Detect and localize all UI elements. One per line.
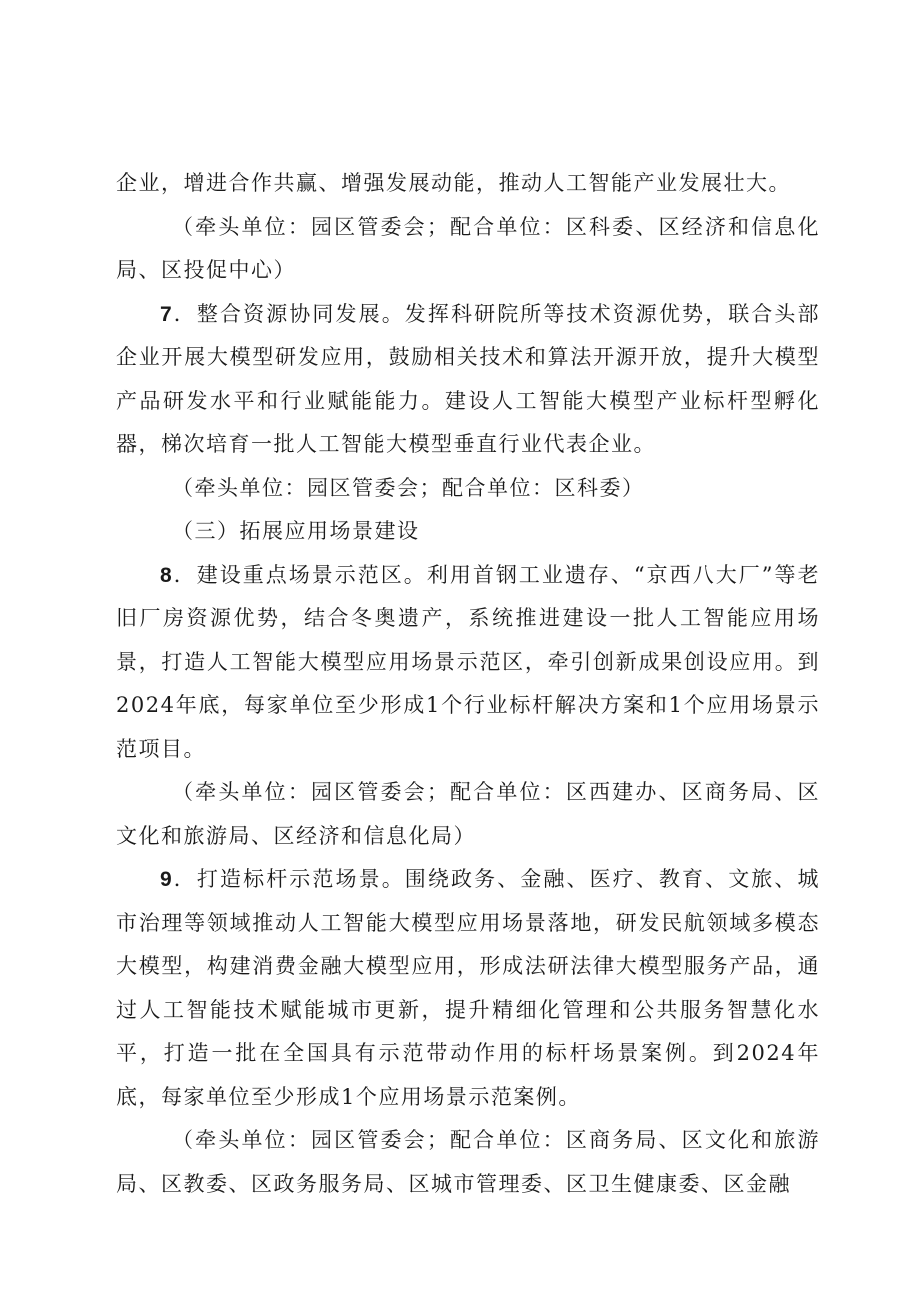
- item-text: ．建设重点场景示范区。利用首钢工业遗存、“京西八大厂”等老旧厂房资源优势，结合冬奥遗产，系统推进建设一批人工智能应用场景，打造人工智能大模型应用场景示范区，牵引创新成果创设应用。到2024年底，每家单位至少形成1个行业标杆解决方案和1个应用场景示范项目。: [116, 562, 820, 761]
- paragraph-item-7: [116, 293, 820, 467]
- item-text: ．整合资源协同发展。发挥科研院所等技术资源优势，联合头部企业开展大模型研发应用，鼓励相关技术和算法开源开放，提升大模型产品研发水平和行业赋能能力。建设人工智能大模型产业标杆型孵化器，梯次培育一批人工智能大模型垂直行业代表企业。: [116, 301, 820, 456]
- paragraph-responsible-units: （牵头单位：园区管委会；配合单位：区科委）: [172, 475, 645, 500]
- item-number: 7: [160, 302, 174, 326]
- item-number: 9: [160, 868, 174, 891]
- paragraph-responsible-units: （牵头单位：园区管委会；配合单位：区科委、区经济和信息化局、区投促中心）: [116, 214, 820, 282]
- paragraph-item-9: [116, 858, 820, 1119]
- item-text: ．打造标杆示范场景。围绕政务、金融、医疗、教育、文旅、城市治理等领域推动人工智能大模型应用场景落地，研发民航领域多模态大模型，构建消费金融大模型应用，形成法研法律大模型服务产品，通过人工智能技术赋能城市更新，提升精细化管理和公共服务智慧化水平，打造一批在全国具有示范带动作用的标杆场景案例。到2024年底，每家单位至少形成1个应用场景示范案例。: [116, 867, 820, 1109]
- section-heading: （三）拓展应用场景建设: [172, 519, 420, 543]
- item-number: 8: [160, 563, 174, 587]
- paragraph-responsible-units: （牵头单位：园区管委会；配合单位：区西建办、区商务局、区文化和旅游局、区经济和信息化局）: [116, 780, 820, 848]
- paragraph-responsible-units: （牵头单位：园区管委会；配合单位：区商务局、区文化和旅游局、区教委、区政务服务局、区城市管理委、区卫生健康委、区金融: [116, 1128, 820, 1196]
- document-body: [116, 162, 820, 1206]
- paragraph-continuation: 企业，增进合作共赢、增强发展动能，推动人工智能产业发展壮大。: [116, 171, 791, 195]
- paragraph-item-8: [116, 554, 820, 772]
